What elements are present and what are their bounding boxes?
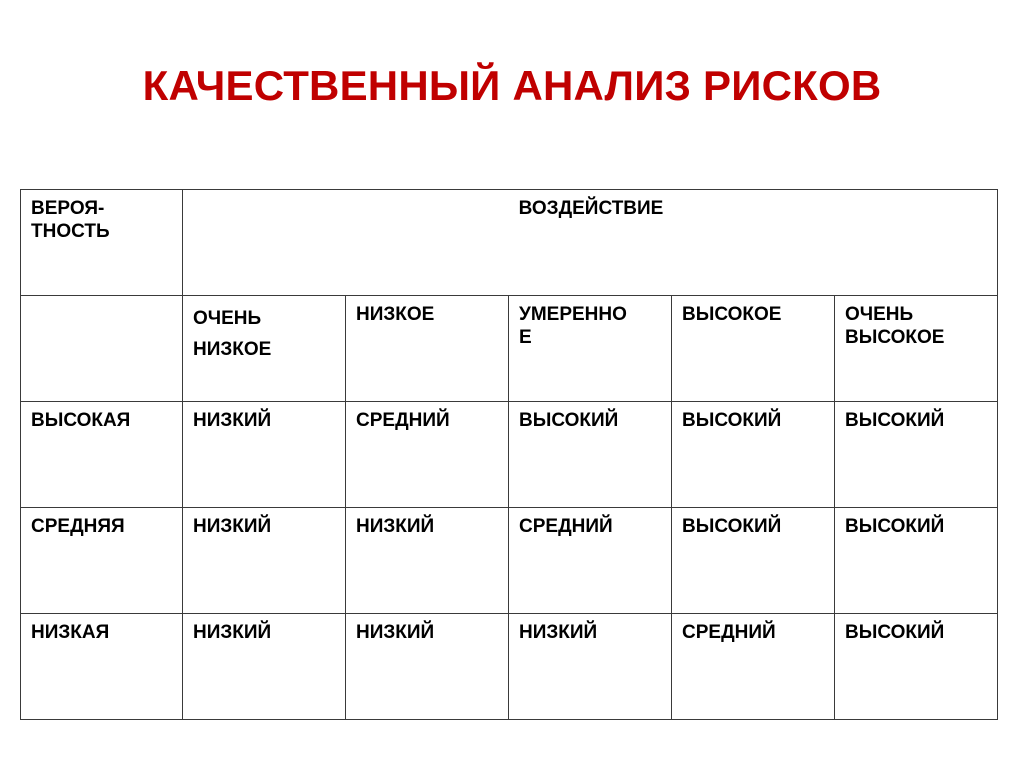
empty-corner-cell [21, 296, 183, 402]
impact-level-line: НИЗКОЕ [193, 339, 272, 360]
probability-header-line-1: ВЕРОЯ- [31, 198, 105, 219]
risk-cell: ВЫСОКИЙ [672, 402, 835, 508]
risk-matrix-table [20, 189, 998, 720]
risk-cell: НИЗКИЙ [346, 614, 509, 720]
risk-cell: НИЗКИЙ [183, 402, 346, 508]
risk-cell: ВЫСОКИЙ [509, 402, 672, 508]
risk-cell: НИЗКИЙ [509, 614, 672, 720]
risk-cell: СРЕДНИЙ [672, 614, 835, 720]
probability-header-line-2: ТНОСТЬ [31, 221, 110, 242]
probability-row-high [21, 402, 998, 508]
probability-row-low [21, 614, 998, 720]
impact-level-low [346, 296, 509, 402]
probability-label: ВЫСОКАЯ [21, 402, 183, 508]
impact-level-very-high [835, 296, 998, 402]
impact-level-line: ВЫСОКОЕ [682, 304, 782, 325]
header-row [21, 190, 998, 296]
probability-row-medium [21, 508, 998, 614]
impact-level-very-low [183, 296, 346, 402]
probability-label: СРЕДНЯЯ [21, 508, 183, 614]
impact-level-line: ОЧЕНЬ [193, 308, 262, 329]
probability-header-cell [21, 190, 183, 296]
risk-cell: НИЗКИЙ [183, 508, 346, 614]
impact-level-line: ОЧЕНЬ [845, 304, 914, 325]
probability-label: НИЗКАЯ [21, 614, 183, 720]
risk-cell: ВЫСОКИЙ [835, 402, 998, 508]
risk-cell: ВЫСОКИЙ [672, 508, 835, 614]
impact-header-cell: ВОЗДЕЙСТВИЕ [183, 190, 998, 296]
impact-level-line: Е [519, 327, 532, 348]
risk-cell: ВЫСОКИЙ [835, 614, 998, 720]
risk-cell: НИЗКИЙ [183, 614, 346, 720]
impact-level-line: НИЗКОЕ [356, 304, 435, 325]
risk-cell: НИЗКИЙ [346, 508, 509, 614]
risk-cell: ВЫСОКИЙ [835, 508, 998, 614]
risk-cell: СРЕДНИЙ [346, 402, 509, 508]
impact-level-line: ВЫСОКОЕ [845, 327, 945, 348]
impact-level-moderate [509, 296, 672, 402]
impact-level-high [672, 296, 835, 402]
slide-title: КАЧЕСТВЕННЫЙ АНАЛИЗ РИСКОВ [142, 62, 882, 109]
impact-levels-row [21, 296, 998, 402]
risk-cell: СРЕДНИЙ [509, 508, 672, 614]
impact-level-line: УМЕРЕННО [519, 304, 627, 325]
